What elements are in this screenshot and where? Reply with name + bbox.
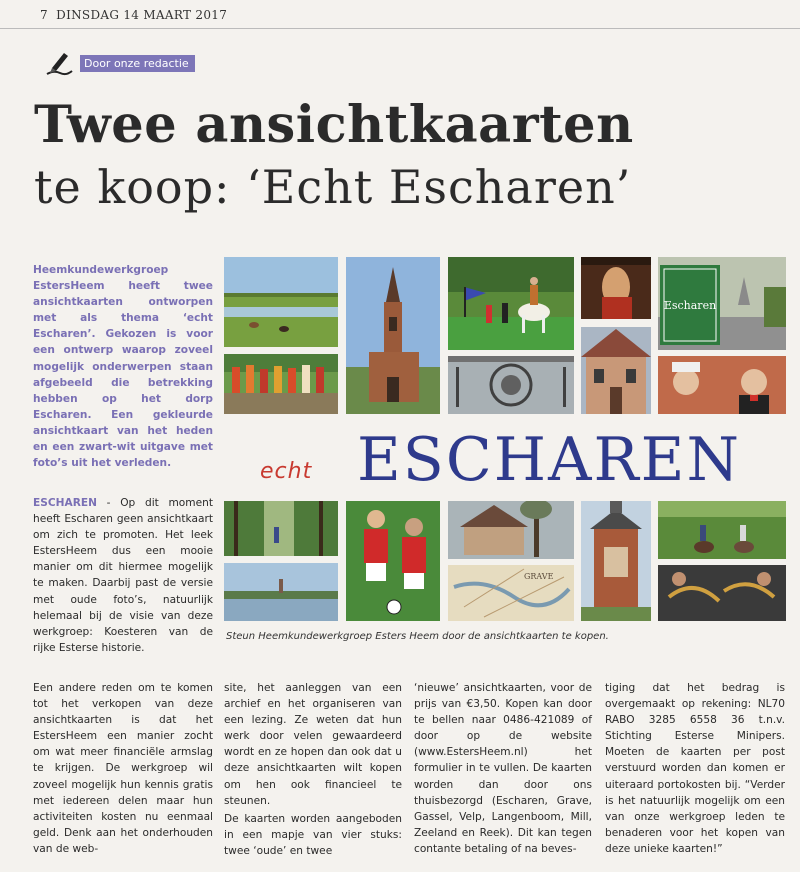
photo-costumes	[658, 356, 786, 414]
photo-old-map	[448, 565, 574, 621]
photo-house-trees	[448, 497, 574, 559]
body-column-2	[224, 680, 402, 861]
photo-gate	[448, 356, 574, 414]
map-label: GRAVE	[524, 572, 554, 581]
byline-label: Door onze redactie	[80, 55, 195, 72]
body-column-4: tiging dat het bedrag is overgemaakt op rekening: NL70 RABO 3285 6558 36 t.n.v. Stichting Esterse Minipers. Moeten de kaarten per post verstuurd worden dan komen er uiteraard portokosten bij. “Verder is het natuurlijk mogelijk om een van onze werkgroep leden te benaderen voor het kopen van deze unieke kaarten!”	[605, 682, 785, 855]
dateline-place: ESCHAREN	[33, 497, 97, 509]
postcard-title-row	[224, 425, 786, 501]
body-column-3: ‘nieuwe’ ansichtkaarten, voor de prijs van €3,50. Kopen kan door te bellen naar 0486-421089 of door op de website (www.EstersHeem.nl) het formulier in te vullen. De kaarten worden dan door ons thuisbezorgd (Escharen, Grave, Gassel, Velp, Langenboom, Mill, Zeeland en Reek). Dit kan tegen contante betaling of na beves-	[414, 682, 592, 855]
body-paragraph-1	[33, 495, 213, 656]
photo-river-view	[224, 563, 338, 621]
photo-church	[346, 257, 440, 414]
header-rule	[0, 28, 800, 29]
sign-text: Escharen	[663, 299, 717, 312]
date: DINSDAG 14 MAART 2017	[56, 8, 228, 22]
postcard-small-word: echt	[260, 459, 313, 484]
headline-line-2: te koop: ‘Echt Escharen’	[34, 160, 632, 214]
photo-painting	[581, 257, 651, 319]
body-column-2-para-1: site, het aanleggen van een archief en het organiseren van een lezing. Ze weten dat hun werk door velen gewaardeerd wordt en ze hopen dan ook dat u deze ansichtkaarten wilt kopen om hen ook financieel te steunen.	[224, 682, 402, 807]
body-text-1: - Op dit moment heeft Escharen geen ansichtkaart om zich te promoten. Het leek EstersHeem dus een mooie manier om dit hiermee mogelijk te maken. Daarbij past de versie met oude foto’s, natuurlijk helemaal bij de visie van deze werkgroep: Koesteren van de rijke Esterse historie.	[33, 497, 213, 654]
body-column-1: Een andere reden om te komen tot het verkopen van deze ansichtkaarten is dat het EstersHeem een manier zocht om wat meer financiële armslag te krijgen. De werkgroep wil zoveel mogelijk hun kennis gratis met iedereen delen maar hun activiteiten kosten nu eenmaal geld. Denk aan het onderhouden van de web-	[33, 682, 213, 855]
photo-football-kids	[346, 497, 440, 621]
dateline	[40, 8, 227, 22]
body-column-2-para-2: De kaarten worden aangeboden in een mapje van vier stuks: twee ‘oude’ en twee	[224, 812, 402, 857]
pen-writing-icon	[44, 48, 74, 78]
photo-forest-path	[224, 501, 338, 556]
photo-runners	[224, 354, 338, 414]
photo-farmhouse	[581, 327, 651, 414]
intro-paragraph: Heemkundewerkgroep EstersHeem heeft twee ansichtkaarten ontworpen met als thema ‘echt Escharen’. Gekozen is voor een ontwerp waarop zoveel mogelijk onderwerpen staan afgebeeld die betrekking hebben op het dorp Escharen. Een gekleurde ansichtkaart van het heden en een zwart-wit uitgave met foto’s uit het verleden.	[33, 264, 213, 470]
photo-brass-band	[658, 565, 786, 621]
photo-caption: Steun Heemkundewerkgroep Esters Heem door de ansichtkaarten te kopen.	[226, 631, 609, 642]
photo-riders-forest	[658, 497, 786, 559]
postcard-collage	[224, 257, 786, 627]
photo-meadow	[224, 257, 338, 347]
page-number: 7	[40, 8, 48, 22]
photo-town-sign	[658, 257, 786, 350]
headline-line-1: Twee ansichtkaarten	[34, 95, 634, 155]
photo-horse-riders	[448, 257, 574, 350]
postcard-big-word: ESCHAREN	[357, 425, 741, 495]
photo-monument	[581, 497, 651, 621]
